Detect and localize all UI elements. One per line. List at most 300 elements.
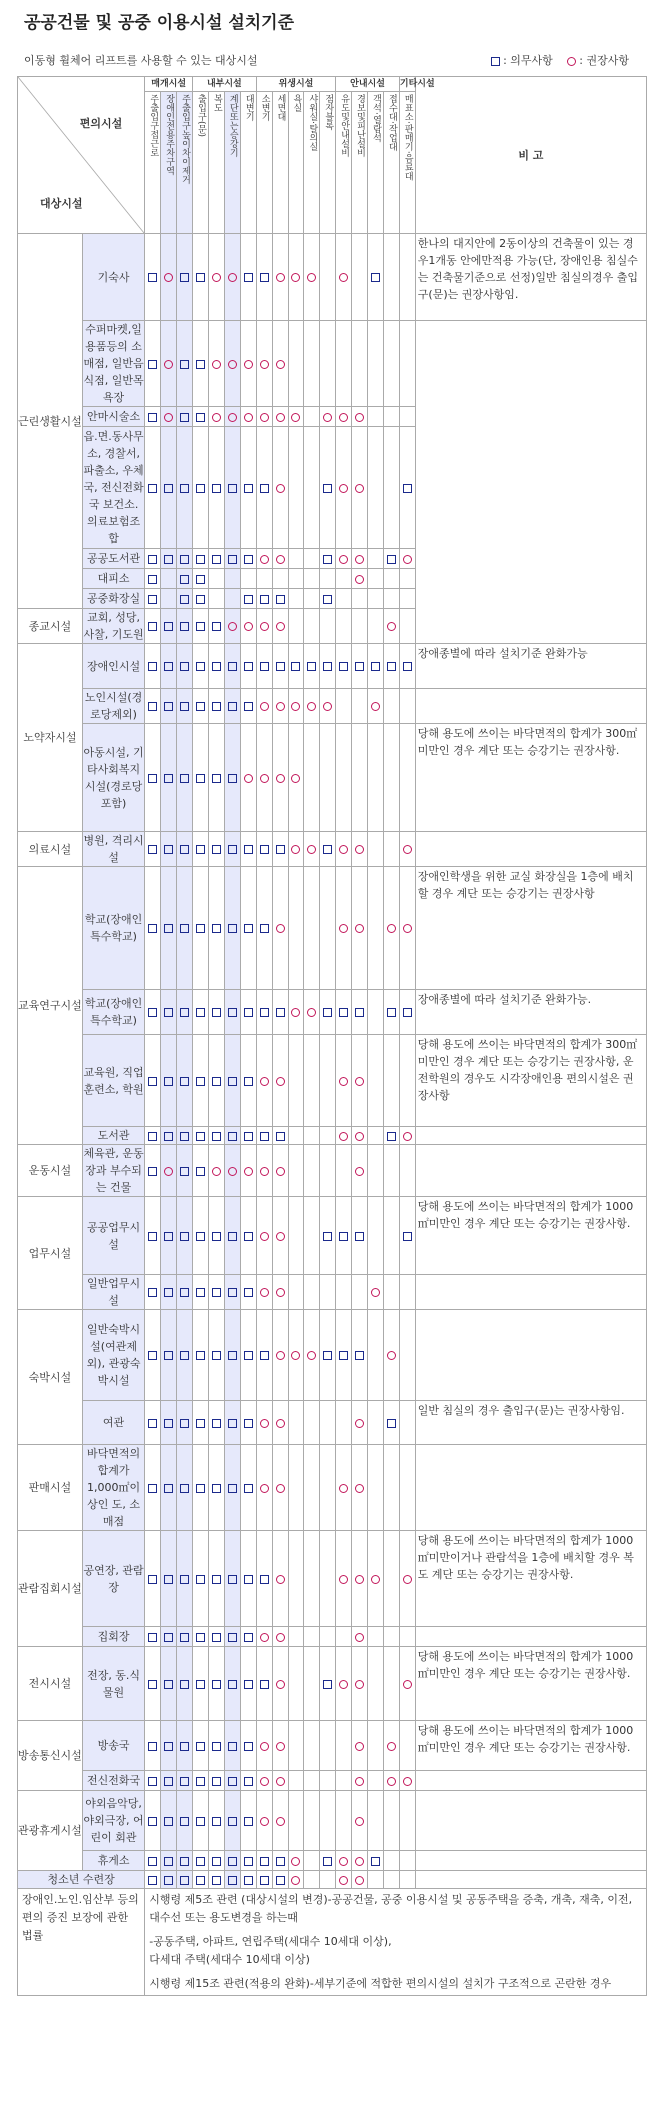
recommended-circle-icon [260,622,269,631]
mark-cell [320,867,336,990]
mark-cell [272,867,288,990]
legend-mandatory-label: : 의무사항 [503,54,553,67]
mandatory-square-icon [491,57,500,66]
mark-cell [368,1851,384,1871]
mandatory-square-icon [403,662,412,671]
mark-cell [145,1627,161,1647]
mark-cell [304,1310,320,1401]
mark-cell [383,1401,399,1445]
mandatory-square-icon [212,1232,221,1241]
recommended-circle-icon [355,484,364,493]
mandatory-square-icon [180,1633,189,1642]
mandatory-square-icon [212,702,221,711]
table-row [18,1791,647,1851]
mandatory-square-icon [323,1857,332,1866]
mark-cell [208,1791,224,1851]
note-cell: 장애종별에 따라 설치기준 완화가능. [415,990,646,1035]
mark-cell [336,1871,352,1889]
mark-cell [336,569,352,589]
mandatory-square-icon [323,555,332,564]
recommended-circle-icon [307,1008,316,1017]
recommended-circle-icon [291,702,300,711]
mark-cell [304,724,320,832]
mandatory-square-icon [260,662,269,671]
mandatory-square-icon [244,1484,253,1493]
recommended-circle-icon [276,1633,285,1642]
mark-cell [256,1035,272,1127]
mandatory-square-icon [164,1777,173,1786]
mark-cell [320,1871,336,1889]
mark-cell [272,1627,288,1647]
recommended-circle-icon [260,555,269,564]
mandatory-square-icon [164,702,173,711]
target-header-label: 대상시설 [40,197,83,210]
mandatory-square-icon [196,1857,205,1866]
mandatory-square-icon [387,1419,396,1428]
mark-cell [399,1127,415,1145]
mark-cell [336,1275,352,1310]
mark-cell [272,1531,288,1627]
note-cell [415,832,646,867]
table-row [18,1871,647,1889]
mark-cell [288,549,304,569]
mandatory-square-icon [196,1351,205,1360]
mandatory-square-icon [164,1232,173,1241]
mandatory-square-icon [212,1288,221,1297]
note-cell [415,1145,646,1197]
mandatory-square-icon [180,1742,189,1751]
recommended-circle-icon [291,1008,300,1017]
recommended-circle-icon [276,484,285,493]
facility-cell: 공공업무시설 [82,1197,144,1275]
mark-cell [399,427,415,549]
category-cell: 관광휴게시설 [18,1791,83,1871]
mark-cell [368,832,384,867]
mark-cell [352,1771,368,1791]
mark-cell [272,1275,288,1310]
mark-cell [399,1401,415,1445]
mark-cell [224,644,240,689]
recommended-circle-icon [355,1876,364,1885]
mandatory-square-icon [212,1876,221,1885]
facility-cell: 공중화장실 [82,589,144,609]
mark-cell [272,990,288,1035]
mark-cell [193,1647,209,1721]
mark-cell [304,1145,320,1197]
mark-cell [399,1791,415,1851]
recommended-circle-icon [339,1680,348,1689]
mark-cell [272,1127,288,1145]
mandatory-square-icon [228,1484,237,1493]
mark-cell [304,609,320,644]
mark-cell [304,990,320,1035]
mark-cell [336,1445,352,1531]
recommended-circle-icon [291,1857,300,1866]
recommended-circle-icon [260,1077,269,1086]
recommended-circle-icon [403,924,412,933]
mark-cell [177,1127,193,1145]
category-cell: 청소년 수련장 [18,1871,145,1889]
mandatory-square-icon [339,1008,348,1017]
mandatory-square-icon [180,1132,189,1141]
mark-cell [336,1310,352,1401]
group-header: 안내시설 [336,77,400,92]
mark-cell [288,724,304,832]
mark-cell [177,1401,193,1445]
mark-cell [352,724,368,832]
mark-cell [320,1401,336,1445]
mark-cell [399,1871,415,1889]
recommended-circle-icon [355,1484,364,1493]
mark-cell [288,1771,304,1791]
recommended-circle-icon [355,1777,364,1786]
mark-cell [368,549,384,569]
category-cell: 판매시설 [18,1445,83,1531]
facility-cell: 안마시술소 [82,407,144,427]
mark-cell [288,644,304,689]
mark-cell [145,1445,161,1531]
mark-cell [272,234,288,321]
mark-cell [288,1127,304,1145]
mark-cell [383,867,399,990]
mark-cell [240,1127,256,1145]
mark-cell [256,1531,272,1627]
mark-cell [208,1721,224,1771]
mark-cell [145,1871,161,1889]
mandatory-square-icon [228,1777,237,1786]
mandatory-square-icon [228,1857,237,1866]
mark-cell [368,724,384,832]
mandatory-square-icon [244,702,253,711]
note-cell [415,689,646,724]
mark-cell [161,1721,177,1771]
mark-cell [145,1721,161,1771]
mandatory-square-icon [164,1876,173,1885]
mark-cell [145,1401,161,1445]
mark-cell [383,1310,399,1401]
mandatory-square-icon [164,1077,173,1086]
mandatory-square-icon [148,555,157,564]
mark-cell [177,589,193,609]
mark-cell [145,407,161,427]
mark-cell [256,1851,272,1871]
mark-cell [320,234,336,321]
law-label: 장애인.노인.임산부 등의 편의 증진 보장에 관한 법률 [18,1889,145,1996]
mandatory-square-icon [164,1857,173,1866]
mark-cell [336,609,352,644]
mark-cell [272,1445,288,1531]
mark-cell [383,1647,399,1721]
recommended-circle-icon [260,1742,269,1751]
recommended-circle-icon [260,1777,269,1786]
mark-cell [320,407,336,427]
recommended-circle-icon [339,1132,348,1141]
mark-cell [256,1627,272,1647]
mark-cell [256,1871,272,1889]
mark-cell [145,724,161,832]
mark-cell [320,1035,336,1127]
mark-cell [352,1310,368,1401]
mark-cell [193,427,209,549]
mark-cell [336,1721,352,1771]
mark-cell [304,1531,320,1627]
mandatory-square-icon [196,1288,205,1297]
mark-cell [368,1721,384,1771]
column-header: 샤워실·탈의실 [304,92,320,234]
mark-cell [145,1851,161,1871]
mark-cell [145,569,161,589]
mark-cell [193,1627,209,1647]
recommended-circle-icon [276,1232,285,1241]
mandatory-square-icon [244,555,253,564]
recommended-circle-icon [228,413,237,422]
mandatory-square-icon [196,595,205,604]
mark-cell [208,990,224,1035]
mark-cell [161,1647,177,1721]
mark-cell [336,1197,352,1275]
mandatory-square-icon [164,924,173,933]
mandatory-square-icon [148,575,157,584]
mark-cell [399,1275,415,1310]
mark-cell [320,1197,336,1275]
mark-cell [224,724,240,832]
mandatory-square-icon [212,622,221,631]
mark-cell [368,427,384,549]
facility-cell: 교육원, 직업훈련소, 학원 [82,1035,144,1127]
mark-cell [177,609,193,644]
category-cell: 종교시설 [18,609,83,644]
mark-cell [399,589,415,609]
mandatory-square-icon [387,555,396,564]
mandatory-square-icon [403,484,412,493]
mark-cell [193,867,209,990]
recommended-circle-icon [371,1575,380,1584]
mark-cell [208,1310,224,1401]
mark-cell [368,867,384,990]
mark-cell [177,689,193,724]
mandatory-square-icon [180,622,189,631]
mandatory-square-icon [244,924,253,933]
mark-cell [272,644,288,689]
mandatory-square-icon [228,1288,237,1297]
mandatory-square-icon [323,1008,332,1017]
recommended-circle-icon [260,1817,269,1826]
legend-recommended-label: : 권장사항 [579,54,629,67]
mark-cell [161,689,177,724]
mandatory-square-icon [276,595,285,604]
mark-cell [352,1275,368,1310]
mark-cell [240,1531,256,1627]
category-cell: 방송통신시설 [18,1721,83,1791]
mark-cell [304,689,320,724]
table-row [18,1647,647,1721]
mark-cell [161,1127,177,1145]
mark-cell [208,589,224,609]
mark-cell [224,990,240,1035]
mandatory-square-icon [244,1077,253,1086]
recommended-circle-icon [228,622,237,631]
mark-cell [368,234,384,321]
recommended-circle-icon [276,1167,285,1176]
mark-cell [256,1445,272,1531]
mandatory-square-icon [164,1633,173,1642]
recommended-circle-icon [276,1351,285,1360]
mark-cell [368,407,384,427]
table-row [18,1531,647,1627]
category-cell: 업무시설 [18,1197,83,1310]
mandatory-square-icon [180,273,189,282]
mark-cell [177,1531,193,1627]
facility-cell: 읍.면.동사무소, 경찰서, 파출소, 우체국, 전신전화국 보건소. 의료보험조합 [82,427,144,549]
mark-cell [256,407,272,427]
mark-cell [336,589,352,609]
note-cell [415,1445,646,1531]
mark-cell [240,589,256,609]
mandatory-square-icon [196,702,205,711]
recommended-circle-icon [567,57,576,66]
recommended-circle-icon [276,774,285,783]
mark-cell [177,1310,193,1401]
mandatory-square-icon [196,1876,205,1885]
mark-cell [288,1197,304,1275]
mark-cell [240,321,256,407]
mark-cell [399,644,415,689]
mark-cell [177,1035,193,1127]
mark-cell [240,832,256,867]
recommended-circle-icon [291,1876,300,1885]
mark-cell [161,321,177,407]
mark-cell [161,1197,177,1275]
mark-cell [161,990,177,1035]
facility-cell: 학교(장애인특수학교) [82,990,144,1035]
mark-cell [304,549,320,569]
mark-cell [383,407,399,427]
mark-cell [240,1721,256,1771]
mandatory-square-icon [307,662,316,671]
mark-cell [383,321,399,407]
recommended-circle-icon [355,1575,364,1584]
mark-cell [336,407,352,427]
mark-cell [224,1310,240,1401]
mandatory-square-icon [244,1419,253,1428]
mark-cell [336,234,352,321]
mandatory-square-icon [244,1876,253,1885]
group-header: 내부시설 [193,77,257,92]
mark-cell [240,1791,256,1851]
table-row [18,1445,647,1531]
mark-cell [304,1401,320,1445]
note-cell [415,1871,646,1889]
mark-cell [399,1197,415,1275]
mandatory-square-icon [339,1232,348,1241]
mark-cell [256,689,272,724]
recommended-circle-icon [403,1132,412,1141]
mark-cell [320,609,336,644]
facility-cell: 노인시설(경로당제외) [82,689,144,724]
recommended-circle-icon [164,360,173,369]
mark-cell [224,1145,240,1197]
recommended-circle-icon [276,924,285,933]
mandatory-square-icon [212,845,221,854]
mandatory-square-icon [260,1351,269,1360]
group-header: 기타시설 [399,77,415,92]
note-cell: 당해 용도에 쓰이는 바닥면적의 합계가 300㎡미만인 경우 계단 또는 승강기는 권장사항. [415,724,646,832]
table-row [18,724,647,832]
mark-cell [240,1035,256,1127]
mark-cell [336,1127,352,1145]
mandatory-square-icon [323,662,332,671]
note-cell: 당해 용도에 쓰이는 바닥면적의 합계가 1000㎡미만이거나 관람석을 1층에 배치할 경우 복도 계단 또는 승강기는 권장사항. [415,1531,646,1627]
column-header: 매표소·판매기·음료대 [399,92,415,234]
mark-cell [208,234,224,321]
mark-cell [224,589,240,609]
mark-cell [368,1531,384,1627]
mark-cell [256,427,272,549]
mark-cell [304,321,320,407]
mark-cell [208,1127,224,1145]
recommended-circle-icon [276,1288,285,1297]
mark-cell [272,724,288,832]
mandatory-square-icon [212,1419,221,1428]
note-cell: 장애종별에 따라 설치기준 완화가능 [415,644,646,689]
mark-cell [352,832,368,867]
mandatory-square-icon [180,413,189,422]
mandatory-square-icon [148,1419,157,1428]
mark-cell [368,1197,384,1275]
mark-cell [145,589,161,609]
law-line: 다세대 주택(세대수 10세대 이상) [149,1953,310,1966]
facility-cell: 대피소 [82,569,144,589]
mandatory-square-icon [196,1132,205,1141]
mark-cell [399,867,415,990]
mark-cell [145,1145,161,1197]
column-header: 주출입구높이차이제거 [177,92,193,234]
legend-mandatory-text: 의무사항 [510,54,553,67]
mandatory-square-icon [212,924,221,933]
mark-cell [383,609,399,644]
mark-cell [193,1035,209,1127]
recommended-circle-icon [276,622,285,631]
mark-cell [193,832,209,867]
mandatory-square-icon [148,1132,157,1141]
mandatory-square-icon [164,1419,173,1428]
column-header: 출입구(문) [193,92,209,234]
mark-cell [224,1647,240,1721]
mark-cell [161,234,177,321]
mark-cell [320,1851,336,1871]
recommended-circle-icon [355,575,364,584]
mandatory-square-icon [244,595,253,604]
mark-cell [288,321,304,407]
mark-cell [368,1445,384,1531]
facility-cell: 전신전화국 [82,1771,144,1791]
mandatory-square-icon [387,662,396,671]
mandatory-square-icon [228,662,237,671]
mark-cell [352,1145,368,1197]
mark-cell [145,1127,161,1145]
mark-cell [399,689,415,724]
mark-cell [320,1275,336,1310]
mandatory-square-icon [323,595,332,604]
recommended-circle-icon [291,413,300,422]
mark-cell [193,1771,209,1791]
mark-cell [240,1401,256,1445]
recommended-circle-icon [244,413,253,422]
mark-cell [193,1127,209,1145]
mandatory-square-icon [148,413,157,422]
mandatory-square-icon [228,924,237,933]
recommended-circle-icon [276,1742,285,1751]
